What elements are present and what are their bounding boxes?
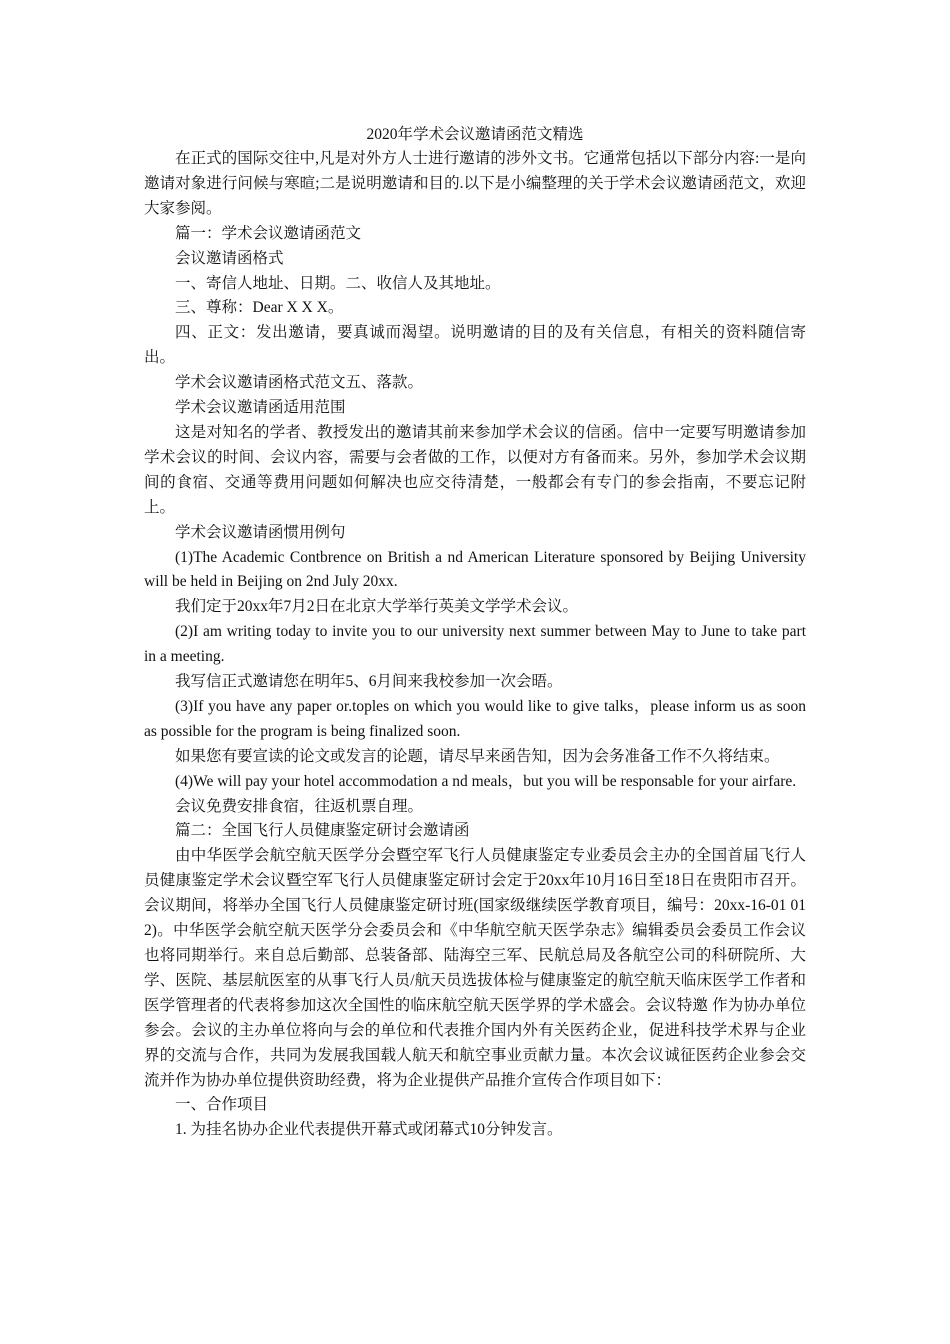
subheading-cooperation: 一、合作项目 xyxy=(175,1096,269,1114)
scope-paragraph: 这是对知名的学者、教授发出的邀请其前来参加学术会议的信函。信中一定要写明邀请参加学术会议的时间、会议内容，需要与会者做的工作，以便对方有备而来。另外，参加学术会议期间的食宿、交通等费用问题如何解决也应交待清楚，一般都会有专门的参会指南，不要忘记附上。 xyxy=(144,423,806,516)
example-sentence-en: (1)The Academic Contbrence on British a nd American Literature sponsored by Beijing University will be held in Beijing on 2nd July 20xx. xyxy=(144,548,806,591)
section-heading-part-two: 篇二：全国飞行人员健康鉴定研讨会邀请函 xyxy=(175,822,470,840)
example-sentence-zh: 我写信正式邀请您在明年5、6月间来我校参加一次会晤。 xyxy=(175,673,563,691)
document-title: 2020年学术会议邀请函范文精选 xyxy=(366,126,584,143)
format-item-address: 一、寄信人地址、日期。二、收信人及其地址。 xyxy=(175,274,501,292)
subheading-phrases: 学术会议邀请函惯用例句 xyxy=(175,523,346,541)
format-item-body: 四、正文：发出邀请，要真诚而渴望。说明邀请的目的及有关信息，有相关的资料随信寄出。 xyxy=(144,324,806,367)
conference-paragraph: 由中华医学会航空航天医学分会暨空军飞行人员健康鉴定专业委员会主办的全国首届飞行人员健康鉴定学术会议暨空军飞行人员健康鉴定研讨会定于20xx年10月16日至18日在贵阳市召开。会议期间，将举办全国飞行人员健康鉴定研讨班(国家级继续医学教育项目，编号：20xx-16-01 012)。中华医学会航空航天医学分会委员会和《中华航空航天医学杂志》编辑委员会委员工作会议也将同期举行。来自总后勤部、总装备部、陆海空三军、民航总局及各航空公司的科研院所、大学、医院、基层航医室的从事飞行人员/航天员选拔体检与健康鉴定的航空航天临床医学工作者和医学管理者的代表将参加这次全国性的临床航空航天医学界的学术盛会。会议特邀 作为协办单位参会。会议的主办单位将向与会的单位和代表推介国内外有关医药企业，促进科技学术界与企业界的交流与合作，共同为发展我国载人航天和航空事业贡献力量。本次会议诚征医药企业参会交流并作为协办单位提供资助经费，将为企业提供产品推介宣传合作项目如下： xyxy=(144,847,806,1089)
example-sentence-en: (3)If you have any paper or.toples on which you would like to give talks，please inform us as soon as possible for the program is being finalized soon. xyxy=(144,697,806,740)
intro-paragraph: 在正式的国际交往中,凡是对外方人士进行邀请的涉外文书。它通常包括以下部分内容:一是向邀请对象进行问候与寒暄;二是说明邀请和目的.以下是小编整理的关于学术会议邀请函范文，欢迎大家参阅。 xyxy=(144,150,806,217)
example-sentence-en: (2)I am writing today to invite you to our university next summer between May to June to take part in a meeting. xyxy=(144,623,806,666)
format-item-signature: 学术会议邀请函格式范文五、落款。 xyxy=(175,374,424,392)
subheading-format: 会议邀请函格式 xyxy=(175,249,284,267)
format-item-salutation: 三、尊称：Dear X X X。 xyxy=(175,299,344,317)
cooperation-item: 1. 为挂名协办企业代表提供开幕式或闭幕式10分钟发言。 xyxy=(175,1121,563,1139)
example-sentence-en: (4)We will pay your hotel accommodation a nd meals，but you will be responsable for your airfare. xyxy=(175,772,797,790)
example-sentence-zh: 我们定于20xx年7月2日在北京大学举行英美文学学术会议。 xyxy=(175,598,579,616)
subheading-scope: 学术会议邀请函适用范围 xyxy=(175,399,346,417)
document-page xyxy=(144,122,806,1143)
example-sentence-zh: 如果您有要宣读的论文或发言的论题，请尽早来函告知，因为会务准备工作不久将结束。 xyxy=(175,747,780,765)
section-heading-part-one: 篇一：学术会议邀请函范文 xyxy=(175,224,362,242)
example-sentence-zh: 会议免费安排食宿，往返机票自理。 xyxy=(175,797,424,815)
